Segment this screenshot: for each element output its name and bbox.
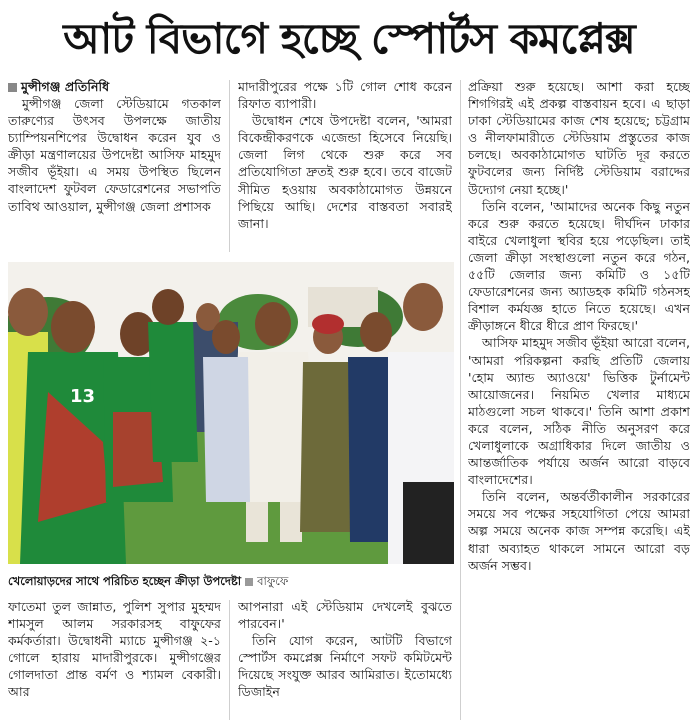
photo-caption [8,572,454,590]
column-divider [229,80,230,252]
caption-text: খেলোয়াড়দের সাথে পরিচিত হচ্ছেন ক্রীড়া উপদেষ্টা [8,574,242,588]
column-divider [460,80,461,720]
photo-illustration [8,262,454,564]
news-photo [8,262,454,564]
bullet-icon [8,83,17,92]
paragraph: আসিফ মাহমুদ সজীব ভূঁইয়া আরো বলেন, 'আমরা পরিকল্পনা করছি প্রতিটি জেলায় 'হোম অ্যান্ড অ্যাওয়ে' ভিত্তিক টুর্নামেন্ট আয়োজনের। নিয়মিত খেলার মাধ্যমে মাঠগুলো সচল থাকবে।' তিনি আশা প্রকাশ করে বলেন, সঠিক নীতি অনুসরণ করে খেলাধুলাকে অগ্রাধিকার দিলে জাতীয় ও আন্তর্জাতিক পর্যায়ে অর্জন আরো বাড়বে বাংলাদেশের। [468,335,690,488]
article-column-5 [238,598,452,722]
paragraph: তিনি বলেন, 'আমাদের অনেক কিছু নতুন করে শুরু করতে হয়েছে। দীর্ঘদিন ঢাকার বাইরে খেলাধুলা স্থবির হয়ে পড়েছিল। তাই জেলা ক্রীড়া সংস্থাগুলো নতুন করে গঠন, ৫৫টি জেলার জন্য কমিটি ও ১৫টি ফেডারেশনের জন্য অ্যাডহক কমিটি গঠনসহ বিশাল কর্মযজ্ঞ হাতে নিতে হয়েছে। এখন ক্রীড়াঙ্গনে ধীরে ধীরে প্রাণ ফিরছে।' [468,198,690,334]
article-column-3 [468,78,690,718]
square-icon [245,578,253,586]
article-column-4 [8,598,221,722]
paragraph: তিনি যোগ করেন, আটটি বিভাগে স্পোর্টস কমপ্লেক্স নির্মাণে সফট কমিটমেন্ট দিয়েছে সংযুক্ত আরব আমিরাত। ইতোমধ্যে ডিজাইন [238,633,452,700]
paragraph: মাদারীপুরের পক্ষে ১টি গোল শোধ করেন রিফাত ব্যাপারী। [238,79,452,112]
article-column-1 [8,78,221,254]
column-divider [229,600,230,720]
byline [8,78,221,95]
jersey-number: 13 [70,386,96,407]
paragraph: তিনি বলেন, অন্তর্বর্তীকালীন সরকারের সময়ে সব পক্ষের সহযোগিতা পেয়ে আমরা অল্প সময়ে অনেক কাজ সম্পন্ন করেছি। এই ধারা অব্যাহত থাকলে সামনে আরো বড় অর্জন সম্ভব। [468,489,690,573]
paragraph: উদ্বোধন শেষে উপদেষ্টা বলেন, 'আমরা বিকেন্দ্রীকরণকে এজেন্ডা হিসেবে নিয়েছি। জেলা লিগ থেকে শুরু করে সব প্রতিযোগিতা দ্রুতই শুরু হবে। তবে বাজেট সীমিত হওয়ায় অবকাঠামোগত উন্নয়নে পিছিয়ে আছি। দেশের বাস্তবতা সবারই জানা। [238,113,452,231]
paragraph: আপনারা এই স্টেডিয়াম দেখলেই বুঝতে পারবেন।' [238,599,452,632]
byline-text: মুন্সীগঞ্জ প্রতিনিধি [21,79,110,94]
paragraph: মুন্সীগঞ্জ জেলা স্টেডিয়ামে গতকাল তারুণ্যের উৎসব উপলক্ষে জাতীয় চ্যাম্পিয়নশিপের উদ্বোধন করেন যুব ও ক্রীড়া মন্ত্রণালয়ের উপদেষ্টা আসিফ মাহমুদ সজীব ভূঁইয়া। এ সময় উপস্থিত ছিলেন বাংলাদেশ ফুটবল ফেডারেশনের সভাপতি তাবিথ আওয়াল, মুন্সীগঞ্জ জেলা প্রশাসক [8,96,221,214]
headline: আট বিভাগে হচ্ছে স্পোর্টস কমপ্লেক্স [63,14,635,63]
paragraph: প্রক্রিয়া শুরু হয়েছে। আশা করা হচ্ছে শিগগিরই এই প্রকল্প বাস্তবায়ন হবে। এ ছাড়া ঢাকা স্টেডিয়ামের কাজ শেষ হয়েছে; চট্টগ্রাম ও নীলফামারীতে স্টেডিয়াম প্রস্তুতের কাজ চলছে। অবকাঠামোগত ঘাটতি দূর করতে ফুটবলের জন্য নির্দিষ্ট স্টেডিয়াম বরাদ্দের উদ্যোগ নেয়া হচ্ছে।' [468,79,690,197]
article-column-2 [238,78,452,254]
photo-credit: বাফুফে [257,574,289,588]
paragraph: ফাতেমা তুল জান্নাত, পুলিশ সুপার মুহম্মদ শামসুল আলম সরকারসহ বাফুফের কর্মকর্তারা। উদ্বোধনী ম্যাচে মুন্সীগঞ্জ ২-১ গোলে হারায় মাদারীপুরকে। মুন্সীগঞ্জের গোলদাতা প্রান্ত বর্মণ ও শ্যামল বেকারী। আর [8,599,221,700]
